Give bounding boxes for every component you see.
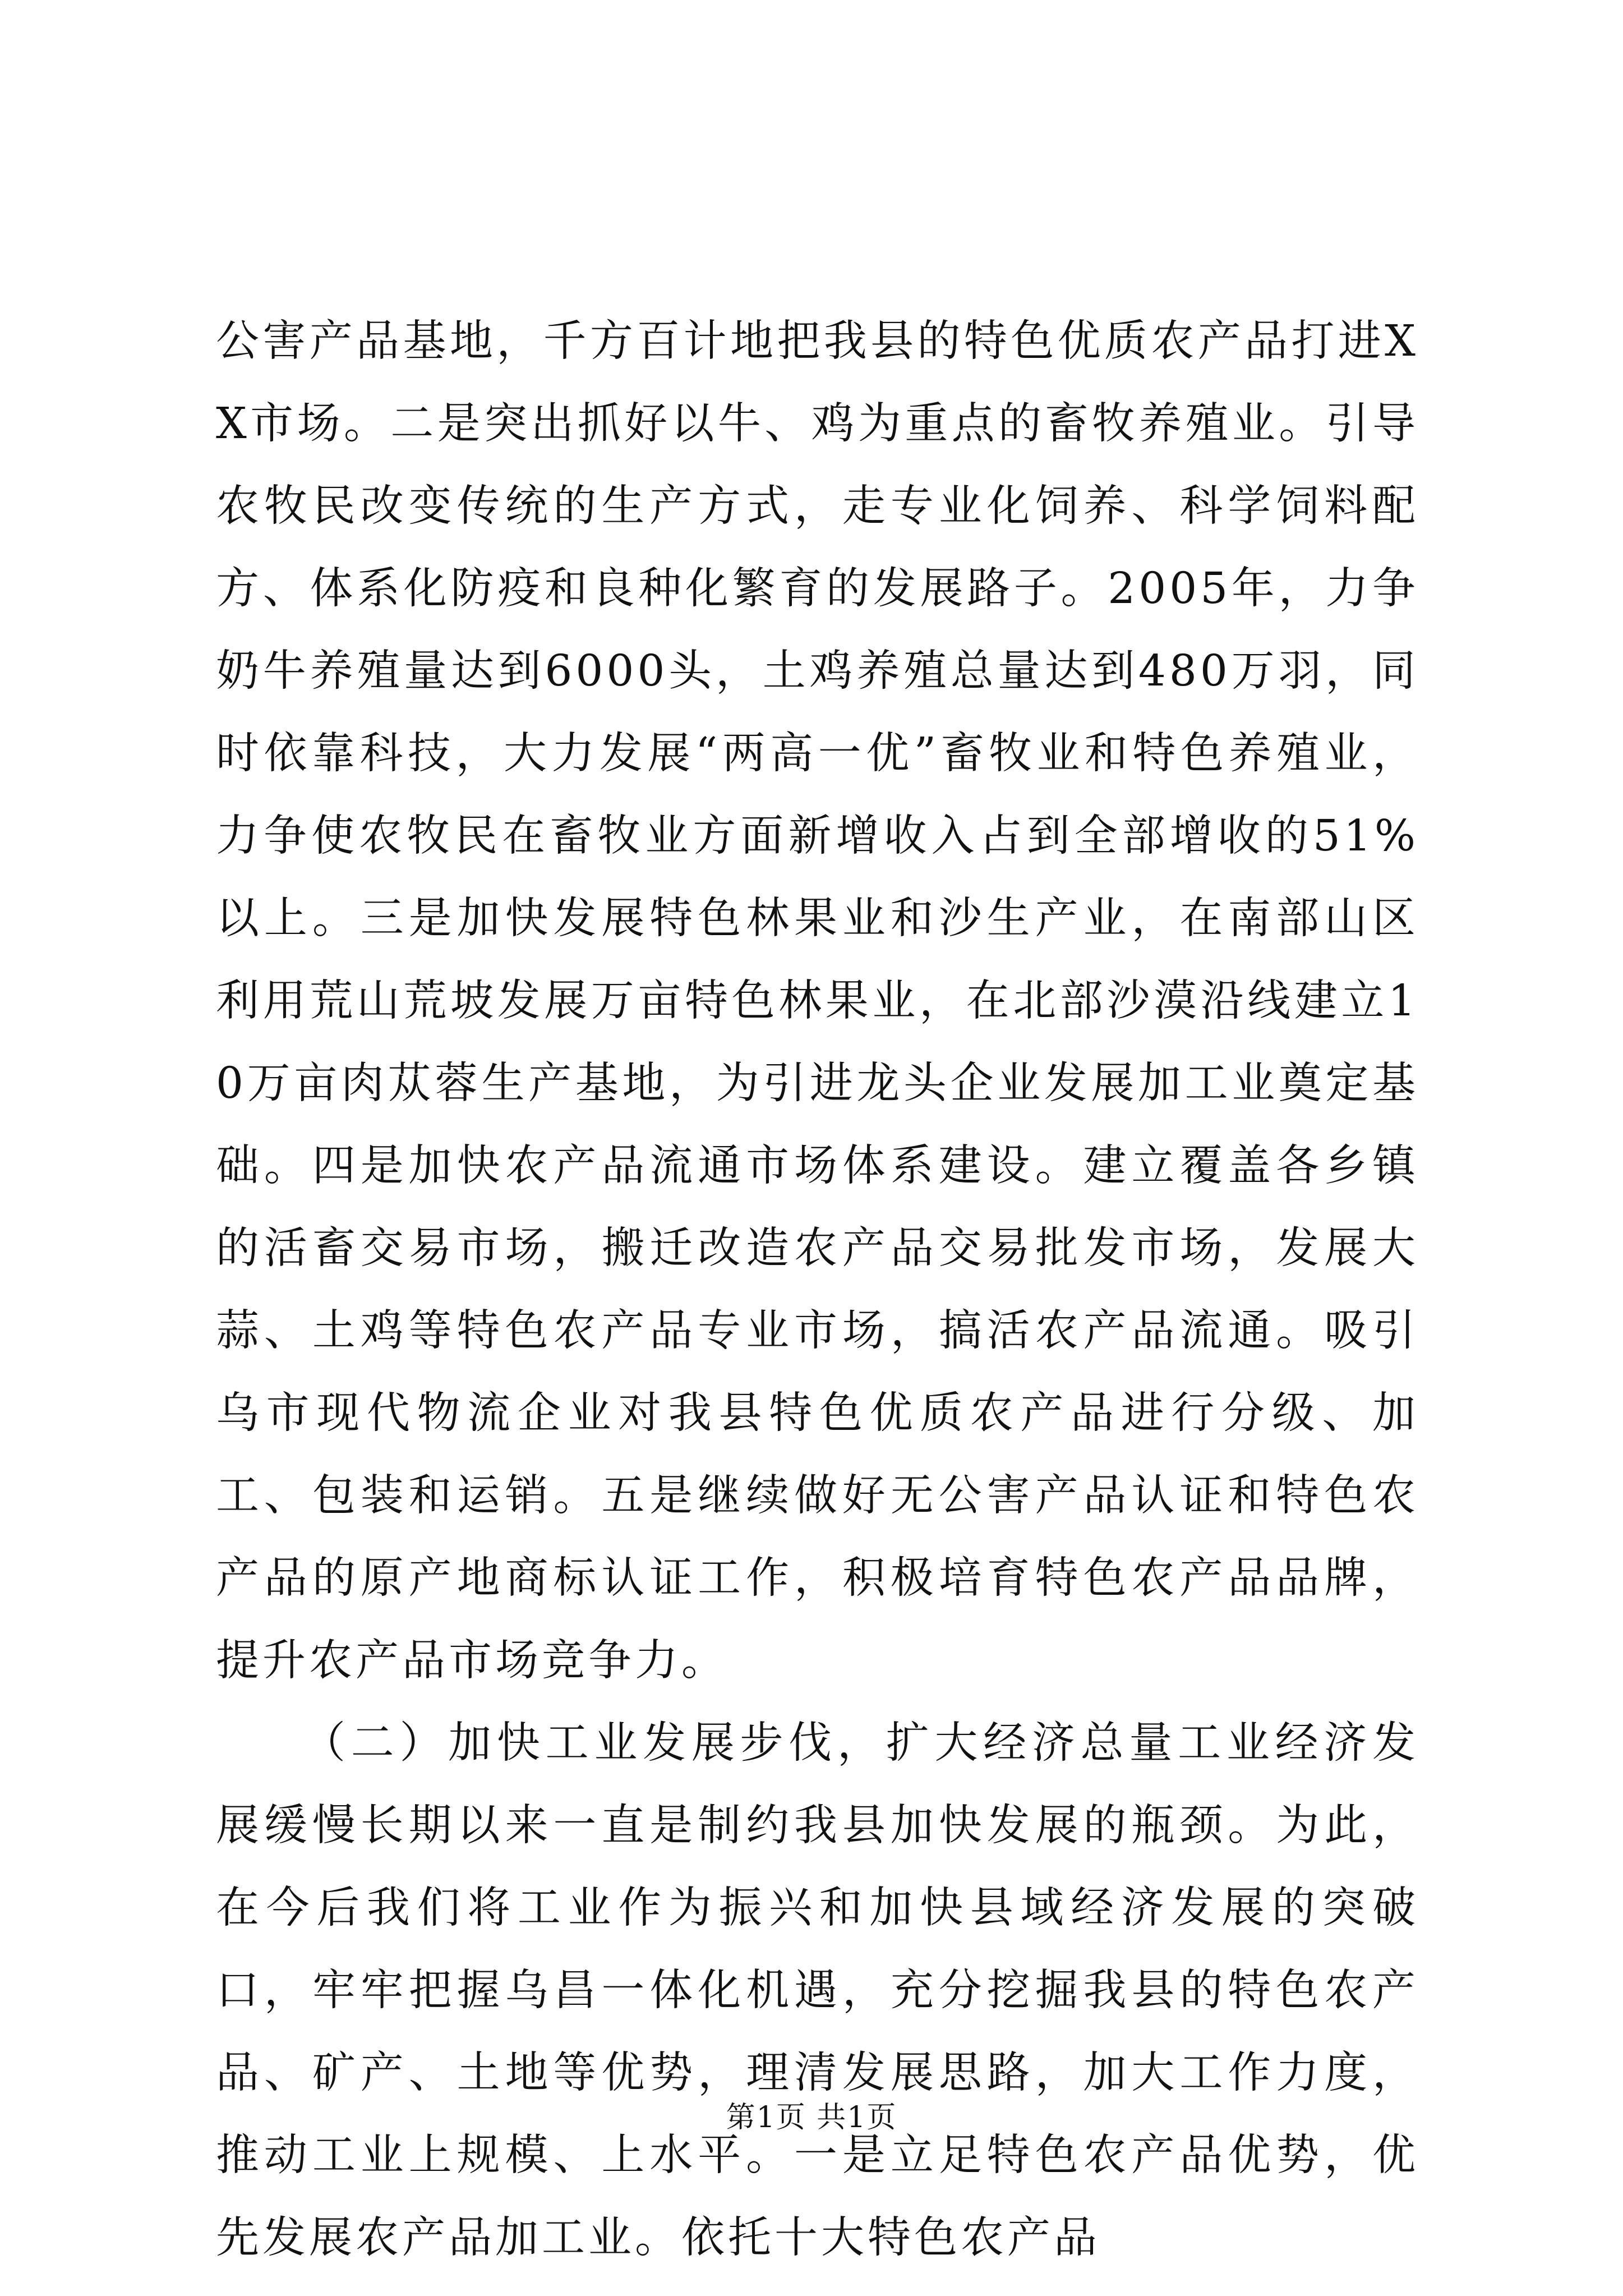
- paragraph-continued: 公害产品基地，千方百计地把我县的特色优质农产品打进XX市场。二是突出抓好以牛、鸡为重点的畜牧养殖业。引导农牧民改变传统的生产方式，走专业化饲养、科学饲料配方、体系化防疫和良种化繁育的发展路子。2005年，力争奶牛养殖量达到6000头，土鸡养殖总量达到480万羽，同时依靠科技，大力发展“两高一优”畜牧业和特色养殖业，力争使农牧民在畜牧业方面新增收入占到全部增收的51%以上。三是加快发展特色林果业和沙生产业，在南部山区利用荒山荒坡发展万亩特色林果业，在北部沙漠沿线建立10万亩肉苁蓉生产基地，为引进龙头企业发展加工业奠定基础。四是加快农产品流通市场体系建设。建立覆盖各乡镇的活畜交易市场，搬迁改造农产品交易批发市场，发展大蒜、土鸡等特色农产品专业市场，搞活农产品流通。吸引乌市现代物流企业对我县特色优质农产品进行分级、加工、包装和运销。五是继续做好无公害产品认证和特色农产品的原产地商标认证工作，积极培育特色农产品品牌，提升农产品市场竞争力。: [216, 316, 1419, 1686]
- paragraph-section-two: （二）加快工业发展步伐，扩大经济总量工业经济发展缓慢长期以来一直是制约我县加快发展的瓶颈。为此，在今后我们将工业作为振兴和加快县域经济发展的突破口，牢牢把握乌昌一体化机遇，充分挖掘我县的特色农产品、矿产、土地等优势，理清发展思路，加大工作力度，推动工业上规模、上水平。一是立足特色农产品优势，优先发展农产品加工业。依托十大特色农产品: [216, 1718, 1419, 2263]
- page-number-footer: 第1页 共1页: [726, 2101, 897, 2134]
- document-body: [216, 300, 1419, 2279]
